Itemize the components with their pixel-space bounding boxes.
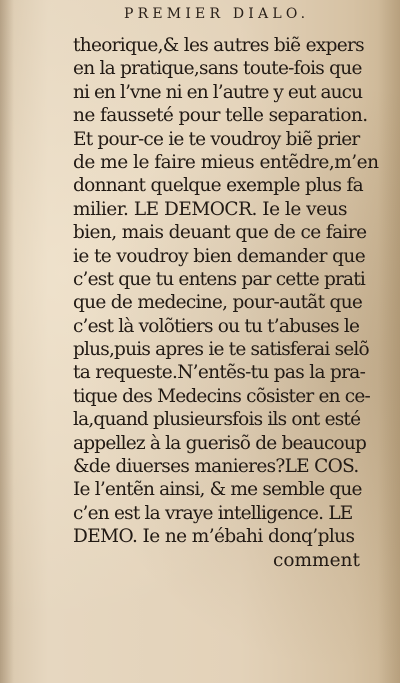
text-line: milier. LE DEMOCR. Ie le veus	[73, 198, 347, 220]
text-line: Et pour-ce ie te voudroy biẽ prier	[73, 128, 360, 150]
text-line: theorique,& les autres biẽ expers	[73, 35, 364, 56]
text-line: c’en est la vraye intelligence. LE	[73, 502, 353, 524]
text-line: ta requeste.N’entẽs-tu pas la pra-	[73, 362, 366, 384]
text-line: tique des Medecins cõsister en ce-	[73, 385, 370, 407]
text-line: la,quand plusieursfois ils ont esté	[73, 409, 361, 431]
body-text	[73, 34, 393, 572]
text-line: c’est là volõtiers ou tu t’abuses le	[73, 315, 360, 337]
text-line: ie te voudroy bien demander que	[73, 245, 366, 267]
text-line: DEMO. Ie ne m’ébahi donq’plus	[73, 526, 355, 548]
text-line: plus,puis apres ie te satisferai selõ	[73, 339, 369, 361]
text-line: c’est que tu entens par cette prati	[73, 268, 366, 290]
text-line: donnant quelque exemple plus fa	[73, 175, 363, 197]
text-line: appellez à la guerisõ de beaucoup	[73, 432, 367, 454]
text-line: que de medecine, pour-autãt que	[73, 292, 363, 314]
text-line: bien, mais deuant que de ce faire	[73, 222, 367, 244]
text-line: ne fausseté pour telle separation.	[73, 105, 368, 127]
text-line: ni en l’vne ni en l’autre y eut aucu	[73, 81, 363, 103]
gutter-shadow	[0, 0, 14, 683]
text-line: Ie l’entẽn ainsi, & me semble que	[73, 479, 362, 501]
text-line: de me le faire mieus entẽdre,m’en	[73, 151, 379, 173]
text-line: &de diuerses manieres?LE COS.	[73, 456, 359, 478]
catchword: comment	[273, 549, 360, 571]
text-line: en la pratique,sans toute-fois que	[73, 58, 362, 80]
running-head: PREMIER DIALO.	[124, 6, 310, 22]
